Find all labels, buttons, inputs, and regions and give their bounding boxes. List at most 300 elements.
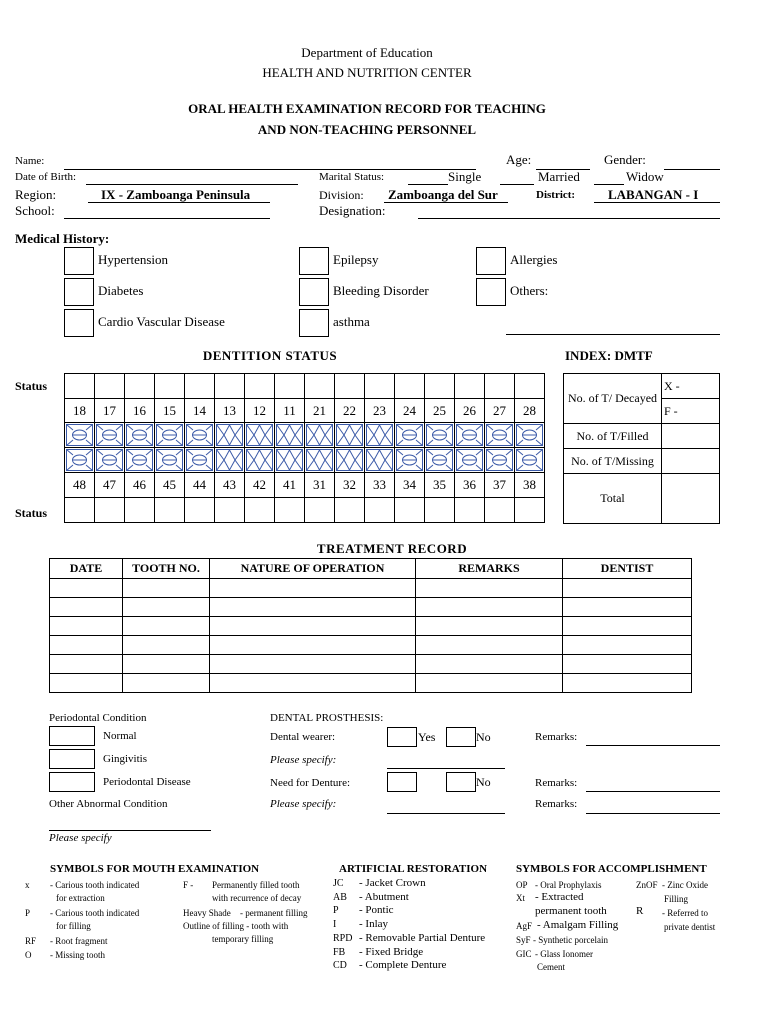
age-label: Age: xyxy=(506,152,532,167)
lower-tooth-diagram-icon[interactable] xyxy=(95,448,124,472)
lower-tooth-number-37: 37 xyxy=(485,473,515,498)
acc-r-code: R xyxy=(636,905,644,917)
lower-tooth-diagram-icon[interactable] xyxy=(65,448,94,472)
treatment-tooth-no-cell[interactable] xyxy=(123,598,210,617)
treatment-remarks-cell[interactable] xyxy=(416,636,563,655)
hypertension-checkbox[interactable] xyxy=(64,247,94,275)
symbol-o: O xyxy=(25,950,32,960)
symbol-p: P xyxy=(25,908,31,918)
need-no-label: No xyxy=(476,775,491,789)
restoration-desc: - Fixed Bridge xyxy=(359,945,424,958)
treatment-date-cell[interactable] xyxy=(50,674,123,693)
upper-tooth-number-24: 24 xyxy=(395,399,425,423)
symbol-x: x xyxy=(25,880,30,890)
upper-number-row xyxy=(65,399,545,423)
upper-tooth-diagram-icon[interactable] xyxy=(335,423,364,447)
acc-znof-desc1: - Zinc Oxide xyxy=(662,880,708,890)
decayed-f-cell[interactable]: F - xyxy=(662,399,720,424)
treatment-nature-cell[interactable] xyxy=(210,579,416,598)
acc-syf-desc: - Synthetic porcelain xyxy=(533,935,608,945)
lower-tooth-diagram-icon[interactable] xyxy=(215,448,244,472)
acc-r-desc1: - Referred to xyxy=(662,908,708,918)
treatment-dentist-cell[interactable] xyxy=(563,674,692,693)
lower-tooth-diagram-icon[interactable] xyxy=(365,448,394,472)
allergies-label: Allergies xyxy=(510,252,558,267)
lower-tooth-cell-36[interactable] xyxy=(455,448,485,473)
upper-tooth-cell-24[interactable] xyxy=(395,423,425,448)
acc-xt-desc1: - Extracted xyxy=(535,891,584,903)
treatment-nature-cell[interactable] xyxy=(210,655,416,674)
lower-tooth-diagram-icon[interactable] xyxy=(245,448,274,472)
remarks-header: REMARKS xyxy=(416,559,563,579)
lower-tooth-number-38: 38 xyxy=(515,473,545,498)
others-label: Others: xyxy=(510,283,549,298)
total-label: Total xyxy=(564,474,662,524)
missing-label: No. of T/Missing xyxy=(564,449,662,474)
treatment-tooth-no-cell[interactable] xyxy=(123,617,210,636)
lower-tooth-number-45: 45 xyxy=(155,473,185,498)
lower-status-cell-36[interactable] xyxy=(455,498,485,523)
treatment-row xyxy=(50,617,692,636)
lower-status-cell-43[interactable] xyxy=(215,498,245,523)
upper-tooth-cell-18[interactable] xyxy=(65,423,95,448)
upper-tooth-number-11: 11 xyxy=(275,399,305,423)
restoration-desc: - Pontic xyxy=(359,904,394,917)
upper-tooth-number-13: 13 xyxy=(215,399,245,423)
upper-status-cell-17[interactable] xyxy=(95,374,125,399)
treatment-table xyxy=(49,558,692,693)
others-checkbox[interactable] xyxy=(476,278,506,306)
symbol-rf: RF xyxy=(25,936,37,946)
asthma-checkbox[interactable] xyxy=(299,309,329,337)
lower-status-cell-46[interactable] xyxy=(125,498,155,523)
upper-tooth-diagram-icon[interactable] xyxy=(95,423,124,447)
medical-history-title: Medical History: xyxy=(15,231,110,246)
decayed-x-cell[interactable]: X - xyxy=(662,374,720,399)
lower-tooth-cell-45[interactable] xyxy=(155,448,185,473)
wearer-yes-label: Yes xyxy=(418,730,436,744)
wearer-remarks-field[interactable] xyxy=(586,745,720,746)
upper-tooth-number-28: 28 xyxy=(515,399,545,423)
upper-tooth-number-17: 17 xyxy=(95,399,125,423)
designation-label: Designation: xyxy=(319,203,386,218)
lower-tooth-cell-38[interactable] xyxy=(515,448,545,473)
wearer-no-checkbox[interactable] xyxy=(446,727,476,747)
upper-tooth-cell-26[interactable] xyxy=(455,423,485,448)
periodontal-specify-label: Please specify xyxy=(49,832,112,844)
restoration-code: FB xyxy=(333,946,346,958)
date-header: DATE xyxy=(50,559,123,579)
other-abnormal-label: Other Abnormal Condition xyxy=(49,798,168,810)
lower-tooth-diagram-icon[interactable] xyxy=(395,448,424,472)
upper-tooth-cell-11[interactable] xyxy=(275,423,305,448)
acc-xt-desc2: permanent tooth xyxy=(535,905,607,917)
lower-status-cell-48[interactable] xyxy=(65,498,95,523)
lower-tooth-cell-35[interactable] xyxy=(425,448,455,473)
upper-tooth-diagram-icon[interactable] xyxy=(365,423,394,447)
lower-tooth-cell-33[interactable] xyxy=(365,448,395,473)
treatment-dentist-cell[interactable] xyxy=(563,636,692,655)
division-label: Division: xyxy=(319,188,364,202)
acc-syf-code: SyF xyxy=(516,935,531,945)
region-field[interactable] xyxy=(88,202,270,203)
need-no-checkbox[interactable] xyxy=(446,772,476,792)
upper-status-row xyxy=(65,374,545,399)
upper-tooth-cell-25[interactable] xyxy=(425,423,455,448)
restoration-code: I xyxy=(333,919,337,931)
lower-tooth-diagram-icon[interactable] xyxy=(305,448,334,472)
upper-tooth-diagram-icon[interactable] xyxy=(155,423,184,447)
filled-label: No. of T/Filled xyxy=(564,424,662,449)
widow-field[interactable] xyxy=(594,184,624,185)
symbol-f: F - xyxy=(183,880,194,890)
treatment-remarks-cell[interactable] xyxy=(416,617,563,636)
upper-tooth-number-21: 21 xyxy=(305,399,335,423)
symbol-p-desc2: for filling xyxy=(56,921,91,931)
symbol-heavy-desc: - permanent filling xyxy=(240,908,308,918)
artificial-restoration-title: ARTIFICIAL RESTORATION xyxy=(339,863,488,875)
lower-tooth-number-44: 44 xyxy=(185,473,215,498)
lower-status-cell-44[interactable] xyxy=(185,498,215,523)
total-value-cell[interactable] xyxy=(662,474,720,524)
restoration-code: JC xyxy=(333,878,344,889)
married-option[interactable]: Married xyxy=(538,169,580,184)
lower-tooth-row xyxy=(65,448,545,473)
lower-tooth-cell-32[interactable] xyxy=(335,448,365,473)
lower-tooth-number-34: 34 xyxy=(395,473,425,498)
lower-tooth-diagram-icon[interactable] xyxy=(155,448,184,472)
wearer-specify-field[interactable] xyxy=(387,768,505,769)
lower-status-cell-31[interactable] xyxy=(305,498,335,523)
other-abnormal-field[interactable] xyxy=(49,830,211,831)
division-field[interactable] xyxy=(384,202,508,203)
school-field[interactable] xyxy=(64,218,270,219)
decayed-label: No. of T/ Decayed xyxy=(564,374,662,424)
dentition-chart xyxy=(64,373,545,523)
upper-status-cell-25[interactable] xyxy=(425,374,455,399)
periodontal-disease-checkbox[interactable] xyxy=(49,772,95,792)
symbol-f-desc1: Permanently filled tooth xyxy=(212,880,300,890)
upper-tooth-number-23: 23 xyxy=(365,399,395,423)
wearer-yes-checkbox[interactable] xyxy=(387,727,417,747)
upper-status-cell-12[interactable] xyxy=(245,374,275,399)
restoration-desc: - Inlay xyxy=(359,918,389,931)
upper-tooth-cell-28[interactable] xyxy=(515,423,545,448)
symbol-rf-desc: - Root fragment xyxy=(50,936,108,946)
treatment-remarks-cell[interactable] xyxy=(416,655,563,674)
upper-status-cell-14[interactable] xyxy=(185,374,215,399)
dept-heading: Department of Education xyxy=(301,45,433,60)
index-title: INDEX: DMTF xyxy=(565,348,653,363)
upper-tooth-diagram-icon[interactable] xyxy=(245,423,274,447)
treatment-row xyxy=(50,655,692,674)
treatment-dentist-cell[interactable] xyxy=(563,579,692,598)
gender-label: Gender: xyxy=(604,152,646,167)
upper-status-cell-27[interactable] xyxy=(485,374,515,399)
lower-tooth-cell-48[interactable] xyxy=(65,448,95,473)
acc-gic-desc2: Cement xyxy=(537,962,565,972)
upper-tooth-diagram-icon[interactable] xyxy=(275,423,304,447)
lower-tooth-number-31: 31 xyxy=(305,473,335,498)
widow-option[interactable]: Widow xyxy=(626,169,664,184)
allergies-checkbox[interactable] xyxy=(476,247,506,275)
treatment-dentist-cell[interactable] xyxy=(563,617,692,636)
upper-status-cell-15[interactable] xyxy=(155,374,185,399)
upper-status-cell-24[interactable] xyxy=(395,374,425,399)
cardio-checkbox[interactable] xyxy=(64,309,94,337)
lower-tooth-diagram-icon[interactable] xyxy=(485,448,514,472)
lower-tooth-number-42: 42 xyxy=(245,473,275,498)
upper-tooth-cell-13[interactable] xyxy=(215,423,245,448)
treatment-row xyxy=(50,579,692,598)
wearer-specify-label: Please specify: xyxy=(270,754,337,766)
upper-tooth-number-26: 26 xyxy=(455,399,485,423)
treatment-nature-cell[interactable] xyxy=(210,617,416,636)
symbol-outline2: temporary filling xyxy=(212,934,274,944)
upper-tooth-cell-17[interactable] xyxy=(95,423,125,448)
specify-remarks-label: Remarks: xyxy=(535,798,578,810)
bleeding-disorder-checkbox[interactable] xyxy=(299,278,329,306)
upper-tooth-diagram-icon[interactable] xyxy=(485,423,514,447)
treatment-nature-cell[interactable] xyxy=(210,636,416,655)
lower-tooth-diagram-icon[interactable] xyxy=(275,448,304,472)
district-value: LABANGAN - I xyxy=(608,187,699,202)
mouth-exam-title: SYMBOLS FOR MOUTH EXAMINATION xyxy=(50,863,260,875)
lower-tooth-diagram-icon[interactable] xyxy=(515,448,544,472)
upper-tooth-number-16: 16 xyxy=(125,399,155,423)
lower-tooth-diagram-icon[interactable] xyxy=(185,448,214,472)
lower-status-cell-38[interactable] xyxy=(515,498,545,523)
upper-tooth-cell-16[interactable] xyxy=(125,423,155,448)
lower-tooth-cell-34[interactable] xyxy=(395,448,425,473)
treatment-nature-cell[interactable] xyxy=(210,674,416,693)
lower-tooth-diagram-icon[interactable] xyxy=(335,448,364,472)
treatment-header-row xyxy=(50,559,692,579)
lower-status-cell-45[interactable] xyxy=(155,498,185,523)
upper-tooth-number-27: 27 xyxy=(485,399,515,423)
lower-tooth-number-33: 33 xyxy=(365,473,395,498)
upper-status-cell-21[interactable] xyxy=(305,374,335,399)
acc-znof-desc2: Filling xyxy=(664,894,689,904)
symbol-f-desc2: with recurrence of decay xyxy=(212,893,302,903)
treatment-date-cell[interactable] xyxy=(50,636,123,655)
specify-remarks-field[interactable] xyxy=(586,813,720,814)
upper-status-cell-11[interactable] xyxy=(275,374,305,399)
upper-tooth-diagram-icon[interactable] xyxy=(125,423,154,447)
treatment-tooth-no-cell[interactable] xyxy=(123,579,210,598)
lower-status-label: Status xyxy=(15,506,48,520)
single-field[interactable] xyxy=(408,184,448,185)
acc-znof-code: ZnOF xyxy=(636,880,658,890)
treatment-nature-cell[interactable] xyxy=(210,598,416,617)
upper-tooth-diagram-icon[interactable] xyxy=(215,423,244,447)
need-specify-label: Please specify: xyxy=(270,798,337,810)
lower-tooth-cell-31[interactable] xyxy=(305,448,335,473)
treatment-date-cell[interactable] xyxy=(50,655,123,674)
treatment-dentist-cell[interactable] xyxy=(563,598,692,617)
need-denture-label: Need for Denture: xyxy=(270,777,351,789)
lower-tooth-cell-44[interactable] xyxy=(185,448,215,473)
need-specify-field[interactable] xyxy=(387,813,505,814)
upper-tooth-cell-12[interactable] xyxy=(245,423,275,448)
restoration-desc: - Jacket Crown xyxy=(359,877,426,889)
acc-xt-code: Xt xyxy=(516,893,525,903)
filled-value-cell[interactable] xyxy=(662,424,720,449)
bleeding-disorder-label: Bleeding Disorder xyxy=(333,283,429,298)
acc-op-code: OP xyxy=(516,880,528,890)
lower-status-cell-34[interactable] xyxy=(395,498,425,523)
lower-status-cell-37[interactable] xyxy=(485,498,515,523)
epilepsy-checkbox[interactable] xyxy=(299,247,329,275)
treatment-date-cell[interactable] xyxy=(50,617,123,636)
acc-gic-code: GIC xyxy=(516,949,532,959)
symbol-x-desc1: - Carious tooth indicated xyxy=(50,880,140,890)
region-label: Region: xyxy=(15,187,57,202)
upper-tooth-number-22: 22 xyxy=(335,399,365,423)
upper-status-cell-13[interactable] xyxy=(215,374,245,399)
upper-tooth-cell-23[interactable] xyxy=(365,423,395,448)
lower-tooth-number-47: 47 xyxy=(95,473,125,498)
lower-status-cell-47[interactable] xyxy=(95,498,125,523)
lower-tooth-diagram-icon[interactable] xyxy=(425,448,454,472)
lower-tooth-cell-46[interactable] xyxy=(125,448,155,473)
upper-tooth-number-18: 18 xyxy=(65,399,95,423)
upper-tooth-cell-27[interactable] xyxy=(485,423,515,448)
gingivitis-label: Gingivitis xyxy=(103,753,148,765)
need-remarks-field[interactable] xyxy=(586,791,720,792)
treatment-tooth-no-cell[interactable] xyxy=(123,674,210,693)
upper-status-cell-28[interactable] xyxy=(515,374,545,399)
lower-tooth-cell-43[interactable] xyxy=(215,448,245,473)
restoration-code: AB xyxy=(333,891,347,903)
need-remarks-label: Remarks: xyxy=(535,777,578,789)
treatment-tooth-no-cell[interactable] xyxy=(123,636,210,655)
dentist-header: DENTIST xyxy=(563,559,692,579)
married-field[interactable] xyxy=(500,184,534,185)
restoration-code: RPD xyxy=(333,932,353,944)
restoration-desc: - Complete Denture xyxy=(359,959,447,972)
lower-status-cell-32[interactable] xyxy=(335,498,365,523)
upper-tooth-diagram-icon[interactable] xyxy=(515,423,544,447)
restoration-desc: - Removable Partial Denture xyxy=(359,931,486,944)
lower-status-cell-42[interactable] xyxy=(245,498,275,523)
upper-tooth-diagram-icon[interactable] xyxy=(65,423,94,447)
lower-tooth-number-32: 32 xyxy=(335,473,365,498)
lower-tooth-cell-42[interactable] xyxy=(245,448,275,473)
lower-tooth-number-46: 46 xyxy=(125,473,155,498)
normal-checkbox[interactable] xyxy=(49,726,95,746)
upper-status-cell-23[interactable] xyxy=(365,374,395,399)
treatment-row xyxy=(50,598,692,617)
treatment-row xyxy=(50,674,692,693)
upper-tooth-cell-21[interactable] xyxy=(305,423,335,448)
symbol-o-desc: - Missing tooth xyxy=(50,950,106,960)
lower-tooth-cell-37[interactable] xyxy=(485,448,515,473)
upper-tooth-number-25: 25 xyxy=(425,399,455,423)
gingivitis-checkbox[interactable] xyxy=(49,749,95,769)
lower-tooth-number-43: 43 xyxy=(215,473,245,498)
dental-wearer-label: Dental wearer: xyxy=(270,731,336,743)
upper-tooth-cell-14[interactable] xyxy=(185,423,215,448)
dob-field[interactable] xyxy=(86,184,298,185)
upper-tooth-number-14: 14 xyxy=(185,399,215,423)
upper-tooth-cell-22[interactable] xyxy=(335,423,365,448)
upper-status-label: Status xyxy=(15,379,48,393)
upper-tooth-diagram-icon[interactable] xyxy=(305,423,334,447)
treatment-date-cell[interactable] xyxy=(50,579,123,598)
upper-tooth-diagram-icon[interactable] xyxy=(185,423,214,447)
normal-label: Normal xyxy=(103,730,137,742)
lower-tooth-cell-41[interactable] xyxy=(275,448,305,473)
cardio-label: Cardio Vascular Disease xyxy=(98,314,225,329)
lower-status-row xyxy=(65,498,545,523)
treatment-row xyxy=(50,636,692,655)
lower-status-cell-35[interactable] xyxy=(425,498,455,523)
upper-status-cell-16[interactable] xyxy=(125,374,155,399)
lower-status-cell-33[interactable] xyxy=(365,498,395,523)
restoration-code: CD xyxy=(333,960,347,972)
name-field[interactable] xyxy=(64,169,476,170)
lower-tooth-cell-47[interactable] xyxy=(95,448,125,473)
upper-tooth-cell-15[interactable] xyxy=(155,423,185,448)
lower-status-cell-41[interactable] xyxy=(275,498,305,523)
lower-number-row xyxy=(65,473,545,498)
treatment-remarks-cell[interactable] xyxy=(416,579,563,598)
single-option[interactable]: Single xyxy=(448,169,482,184)
treatment-remarks-cell[interactable] xyxy=(416,674,563,693)
treatment-date-cell[interactable] xyxy=(50,598,123,617)
accomplishment-title: SYMBOLS FOR ACCOMPLISHMENT xyxy=(516,863,707,875)
lower-tooth-number-48: 48 xyxy=(65,473,95,498)
treatment-dentist-cell[interactable] xyxy=(563,655,692,674)
treatment-remarks-cell[interactable] xyxy=(416,598,563,617)
gender-field[interactable] xyxy=(664,169,720,170)
missing-value-cell[interactable] xyxy=(662,449,720,474)
designation-field[interactable] xyxy=(418,218,720,219)
upper-status-cell-26[interactable] xyxy=(455,374,485,399)
lower-tooth-number-35: 35 xyxy=(425,473,455,498)
upper-tooth-number-15: 15 xyxy=(155,399,185,423)
upper-status-cell-22[interactable] xyxy=(335,374,365,399)
upper-status-cell-18[interactable] xyxy=(65,374,95,399)
lower-tooth-diagram-icon[interactable] xyxy=(455,448,484,472)
prosthesis-title: DENTAL PROSTHESIS: xyxy=(270,712,384,724)
others-specify-field[interactable] xyxy=(506,334,720,335)
lower-tooth-number-36: 36 xyxy=(455,473,485,498)
symbol-x-desc2: for extraction xyxy=(56,893,105,903)
epilepsy-label: Epilepsy xyxy=(333,252,379,267)
periodontal-disease-label: Periodontal Disease xyxy=(103,776,191,788)
treatment-tooth-no-cell[interactable] xyxy=(123,655,210,674)
upper-tooth-diagram-icon[interactable] xyxy=(395,423,424,447)
upper-tooth-number-12: 12 xyxy=(245,399,275,423)
lower-tooth-diagram-icon[interactable] xyxy=(125,448,154,472)
upper-tooth-diagram-icon[interactable] xyxy=(425,423,454,447)
lower-tooth-number-41: 41 xyxy=(275,473,305,498)
symbol-p-desc1: - Carious tooth indicated xyxy=(50,908,140,918)
district-label: District: xyxy=(536,189,576,201)
marital-label: Marital Status: xyxy=(319,171,385,183)
acc-r-desc2: private dentist xyxy=(664,922,716,932)
upper-tooth-diagram-icon[interactable] xyxy=(455,423,484,447)
diabetes-checkbox[interactable] xyxy=(64,278,94,306)
name-label: Name: xyxy=(15,155,45,167)
restoration-code: P xyxy=(333,905,339,917)
need-yes-checkbox[interactable] xyxy=(387,772,417,792)
district-field[interactable] xyxy=(594,202,720,203)
symbol-outline1: Outline of filling - tooth with xyxy=(183,921,289,931)
nature-header: NATURE OF OPERATION xyxy=(210,559,416,579)
